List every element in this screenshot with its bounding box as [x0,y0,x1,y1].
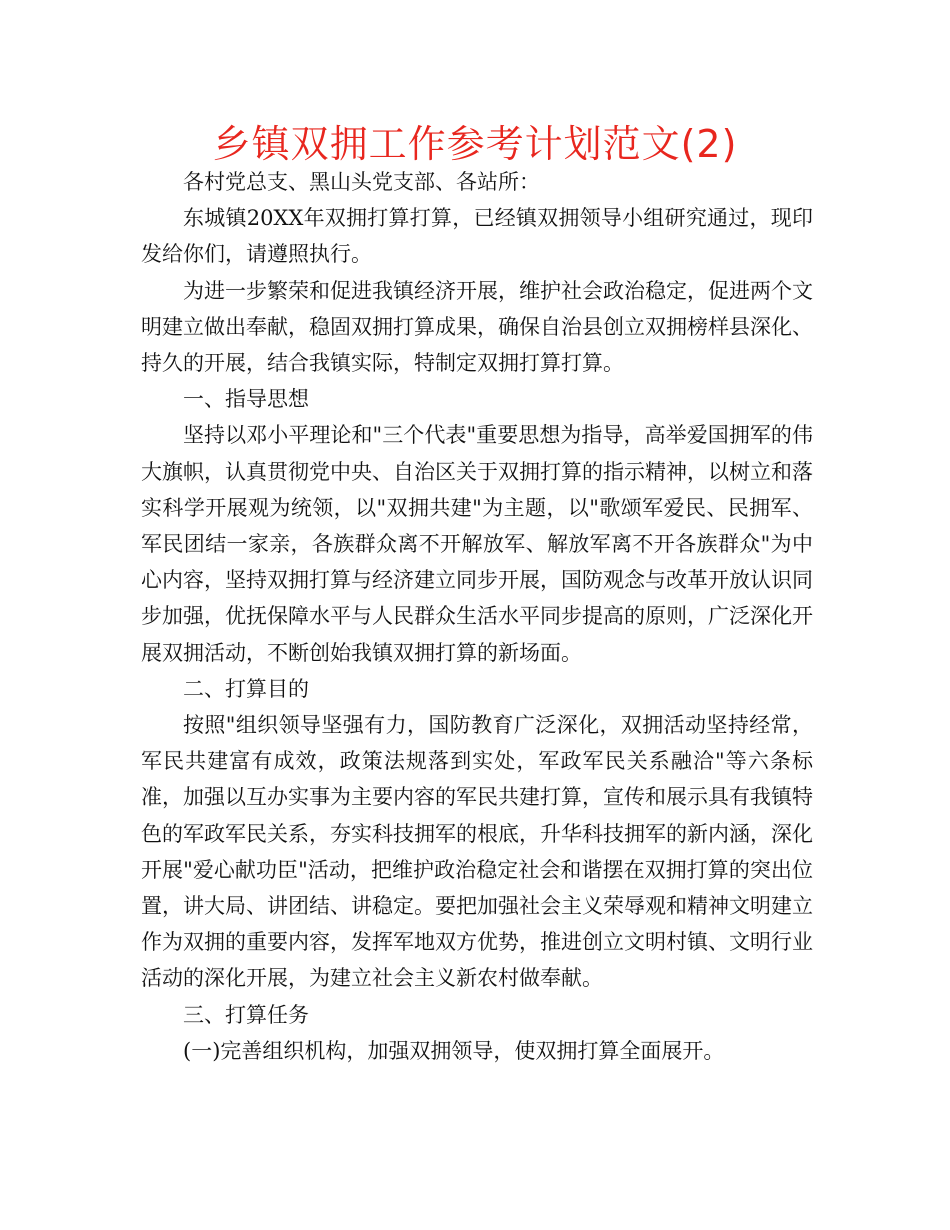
guiding-ideology-paragraph: 坚持以邓小平理论和"三个代表"重要思想为指导，高举爱国拥军的伟大旗帜，认真贯彻党中央、自治区关于双拥打算的指示精神，以树立和落实科学开展观为统领，以"双拥共建"为主题，以"歌颂军爱民、民拥军、军民团结一家亲，各族群众离不开解放军、解放军离不开各族群众"为中心内容，坚持双拥打算与经济建立同步开展，国防观念与改革开放认识同步加强，优抚保障水平与人民群众生活水平同步提高的原则，广泛深化开展双拥活动，不断创始我镇双拥打算的新场面。 [141,423,813,665]
purpose-paragraph: 为进一步繁荣和促进我镇经济开展，维护社会政治稳定，促进两个文明建立做出奉献，稳固双拥打算成果，确保自治县创立双拥榜样县深化、持久的开展，结合我镇实际，特制定双拥打算打算。 [141,278,813,376]
objectives-paragraph: 按照"组织领导坚强有力，国防教育广泛深化，双拥活动坚持经常，军民共建富有成效，政策法规落到实处，军政军民关系融洽"等六条标准，加强以互办实事为主要内容的军民共建打算，宣传和展示具有我镇特色的军政军民关系，夯实科技拥军的根底，升华科技拥军的新内涵，深化开展"爱心献功臣"活动，把维护政治稳定社会和谐摆在双拥打算的突出位置，讲大局、讲团结、讲稳定。要把加强社会主义荣辱观和精神文明建立作为双拥的重要内容，发挥军地双方优势，推进创立文明村镇、文明行业活动的深化开展，为建立社会主义新农村做奉献。 [141,713,813,991]
section-heading-objectives: 二、打算目的 [183,676,309,701]
task-item-1: (一)完善组织机构，加强双拥领导，使双拥打算全面展开。 [183,1038,725,1063]
section-heading-tasks: 三、打算任务 [183,1002,309,1027]
document-body [141,164,813,1069]
document-title: 乡镇双拥工作参考计划范文(2) [212,122,738,166]
intro-paragraph: 东城镇20XX年双拥打算打算，已经镇双拥领导小组研究通过，现印发给你们，请遵照执行。 [141,206,813,267]
section-heading-guiding-ideology: 一、指导思想 [183,387,309,412]
salutation-paragraph: 各村党总支、黑山头党支部、各站所： [183,170,540,194]
